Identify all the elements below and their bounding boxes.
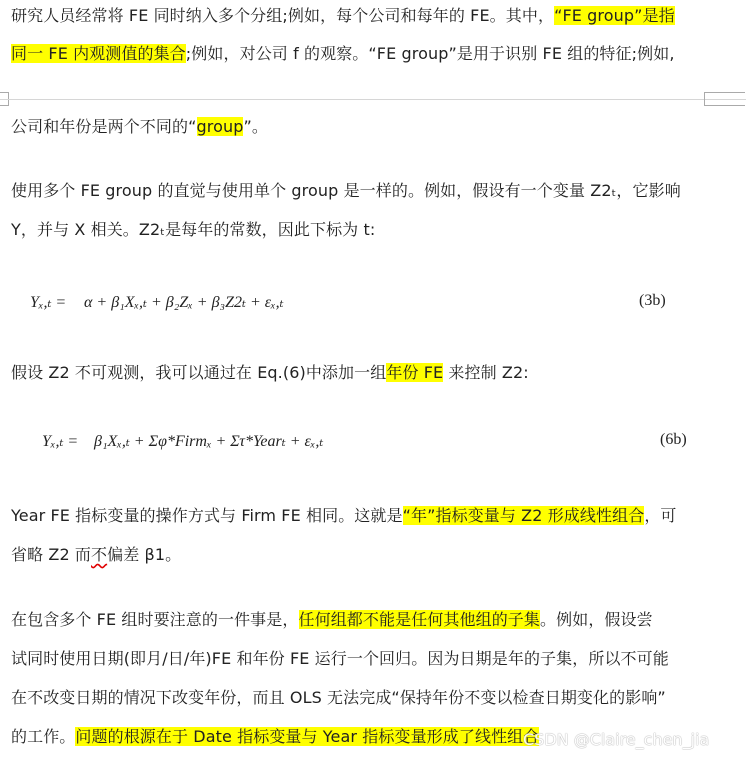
highlight-fe-group: “FE group”是指 (554, 6, 675, 25)
page-corner-right (704, 92, 745, 106)
para1-text: 公司和年份是两个不同的“ (11, 117, 197, 136)
para2-line1: 使用多个 FE group 的直觉与使用单个 group 是一样的。例如，假设有一个变量 Z2ₜ，它影响 (11, 181, 681, 200)
para5-line4 (11, 727, 539, 747)
para5-text: 。例如，假设尝 (540, 610, 653, 629)
para2-line2: Y，并与 X 相关。Z2ₜ是每年的常数，因此下标为 t: (11, 220, 376, 239)
highlight-subset-rule: 任何组都不能是任何其他组的子集 (298, 610, 541, 629)
para4-text: 省略 Z2 而 (11, 545, 92, 564)
highlight-fe-definition: 同一 FE 内观测值的集合 (11, 44, 186, 63)
spellcheck-mark: 不 (91, 545, 108, 564)
eq3b-lhs: Yₓ,ₜ = (30, 294, 67, 311)
highlight-linear-combination: “年”指标变量与 Z2 形成线性组合 (402, 506, 645, 525)
para1-text: ;例如，对公司 f 的观察。“FE group”是用于识别 FE 组的特征;例如, (185, 44, 675, 63)
para5-text: 的工作。 (11, 727, 76, 746)
eq6b-lhs: Yₓ,ₜ = (42, 433, 79, 450)
para5-text: 在包含多个 FE 组时要注意的一件事是， (11, 610, 299, 629)
para1-line2 (11, 44, 675, 64)
para3-text: 假设 Z2 不可观测，我可以通过在 Eq.(6)中添加一组 (11, 363, 387, 382)
para3-text: 来控制 Z2: (443, 363, 529, 382)
para5-line3: 在不改变日期的情况下改变年份，而且 OLS 无法完成“保持年份不变以检查日期变化的影响” (11, 688, 666, 707)
para4-text: Year FE 指标变量的操作方式与 Firm FE 相同。这就是 (11, 506, 403, 525)
para1-line3 (11, 117, 268, 137)
para5-line1 (11, 610, 653, 630)
para4-text: 偏差 β1。 (107, 545, 182, 564)
highlight-root-cause: 问题的根源在于 Date 指标变量与 Year 指标变量形成了线性组合 (75, 727, 540, 746)
para1-text: 研究人员经常将 FE 同时纳入多个分组;例如，每个公司和每年的 FE。其中， (11, 6, 555, 25)
para3-line (11, 363, 529, 383)
eq6b-number: (6b) (660, 431, 687, 448)
eq3b-number: (3b) (639, 292, 666, 309)
para5-line2: 试同时使用日期(即月/日/年)FE 和年份 FE 运行一个回归。因为日期是年的子集，所以不可能 (11, 649, 669, 668)
para1-line1 (11, 6, 675, 26)
highlight-year-fe: 年份 FE (386, 363, 444, 382)
para4-text: ，可 (644, 506, 677, 525)
eq3b-rhs: α + β₁Xₓ,ₜ + β₂Zₓ + β₃Z2ₜ + εₓ,ₜ (84, 294, 284, 311)
para4-line2 (11, 545, 181, 565)
para1-text: ”。 (243, 117, 268, 136)
page-break-divider (0, 99, 746, 100)
eq6b-rhs: β₁Xₓ,ₜ + Σφ*Firmₓ + Στ*Yearₜ + εₓ,ₜ (94, 433, 324, 450)
para4-line1 (11, 506, 677, 526)
watermark: CSDN @Claire_chen_jia (523, 730, 710, 749)
highlight-group: group (196, 117, 244, 136)
